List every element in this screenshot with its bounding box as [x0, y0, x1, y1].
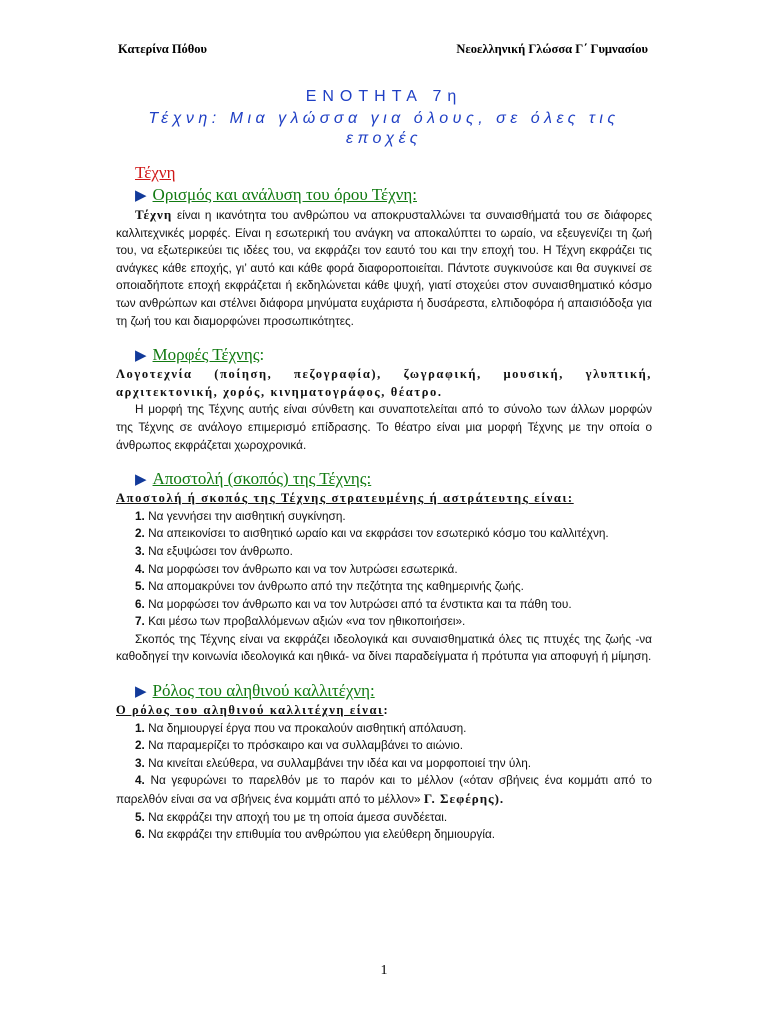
unit-subtitle-line2: εποχές [345, 130, 423, 147]
document-body [116, 162, 652, 844]
list-item: 4. Να γεφυρώνει το παρελθόν με το παρόν και το μέλλον («όταν σβήνεις ένα κομμάτι από το παρελθόν είναι σα να σβήνεις ένα κομμάτι από το μέλλον» Γ. Σεφέρης). [116, 773, 652, 807]
list-item: 2. Να παραμερίζει το πρόσκαιρο και να συλλαμβάνει το αιώνιο. [135, 738, 464, 753]
list-item: 2. Να απεικονίσει το αισθητικό ωραίο και να εκφράσει τον εσωτερικό κόσμο του καλλιτέχνη. [135, 526, 609, 541]
section-role-heading [135, 680, 652, 702]
definition-paragraph [116, 206, 652, 330]
list-item: 3. Να εξυψώσει τον άνθρωπο. [135, 543, 293, 558]
heading-text: Ρόλος του αληθινού καλλιτέχνη: [152, 681, 375, 701]
unit-subtitle-line1: Τέχνη: Μια γλώσσα για όλους, σε όλες τις [148, 110, 620, 127]
mission-subheading: Αποστολή ή σκοπός της Τέχνης στρατευμένης ή αστράτευτης είναι: [116, 491, 574, 506]
list-item: 5. Να απομακρύνει τον άνθρωπο από την πεζότητα της καθημερινής ζωής. [135, 579, 524, 594]
list-item: 6. Να μορφώσει τον άνθρωπο και να τον λυτρώσει από τα ένστικτα και τα πάθη του. [135, 596, 572, 611]
heading-text: Ορισμός και ανάλυση του όρου Τέχνη: [152, 185, 417, 204]
unit-title: ΕΝΟΤΗΤΑ 7η [305, 88, 463, 105]
arrow-right-icon: ▶ [135, 682, 147, 701]
section-mission-heading [135, 468, 652, 490]
page-number: 1 [380, 963, 388, 978]
mission-closing-paragraph: Σκοπός της Τέχνης είναι να εκφράζει ιδεολογικά και συναισθηματικά όλες τις πτυχές της ζωής -να καθοδηγεί την κοινωνία ιδεολογικά και ηθικά- να δίνει παραδείγματα ή πρότυπα για αποφυγή ή μίμηση. [116, 631, 652, 664]
role-list [116, 720, 652, 844]
list-item: 4. Να μορφώσει τον άνθρωπο και να τον λυτρώσει εσωτερικά. [135, 561, 458, 576]
section-forms-heading [135, 344, 652, 366]
term-techni: Τέχνη [135, 207, 173, 222]
list-item: 6. Να εκφράζει την επιθυμία του ανθρώπου για ελεύθερη δημιουργία. [135, 827, 496, 842]
arrow-right-icon: ▶ [135, 470, 147, 489]
heading-colon: : [259, 345, 265, 365]
arrow-right-icon: ▶ [135, 186, 147, 204]
header-author: Κατερίνα Πόθου [118, 42, 208, 56]
section-definition-heading [135, 184, 652, 206]
citation-seferis: Γ. Σεφέρης). [423, 791, 505, 807]
heading-text: Αποστολή (σκοπός) της Τέχνης: [152, 469, 372, 489]
list-item: 5. Να εκφράζει την αποχή του με τη οποία άμεσα συνδέεται. [135, 809, 448, 824]
mission-list [116, 508, 652, 631]
heading-text: Μορφές Τέχνης [152, 345, 260, 365]
forms-paragraph: Η μορφή της Τέχνης αυτής είναι σύνθετη και συναποτελείται από το σύνολο των άλλων μορφών της Τέχνης σε ανάλογο επιμερισμό επίδρασης. Το θέατρο είναι μια μορφή Τέχνης με την οποία ο άνθρωπος εκφράζεται χωροχρονικά. [116, 402, 652, 452]
header-course: Νεοελληνική Γλώσσα Γ΄ Γυμνασίου [456, 42, 648, 56]
forms-list: Λογοτεχνία (ποίηση, πεζογραφία), ζωγραφική, μουσική, γλυπτική, αρχιτεκτονική, χορός, κινηματογράφος, θέατρο. [116, 367, 652, 399]
arrow-right-icon: ▶ [135, 346, 147, 365]
definition-text: είναι η ικανότητα του ανθρώπου να αποκρυσταλλώνει τα συναισθήματά του σε διάφορες καλλιτεχνικές μορφές. Είναι η εσωτερική του ανάγκη να αποκαλύπτει το ωραίο, να εξευγενίζει τη ζωή του, να εξωτερικεύει τις ιδέες του, να εκφράζει τον εαυτό του και την εποχή του. Η Τέχνη εκφράζει τις ανάγκες κάθε εποχής, γι’ αυτό και κάθε φορά διαφοροποιείται. Πάντοτε συγκινούσε και θα συγκινεί σε οποιαδήποτε εποχή εκφράζεται ή εκδηλώνεται κάθε ψυχή, γιατί στοχεύει στον συναισθηματικό κόσμο των ανθρώπων και στέλνει διάφορα μηνύματα ευχάριστα ή δυσάρεστα, ελπιδοφόρα ή απαισιόδοξα για τη ζωή του και διαμορφώνει προσωπικότητες. [116, 208, 652, 328]
list-item: 7. Και μέσω των προβαλλόμενων αξιών «να τον ηθικοποιήσει». [135, 614, 466, 629]
role-subheading: Ο ρόλος του αληθινού καλλιτέχνη είναι: [116, 703, 390, 718]
section-main-title: Τέχνη [135, 163, 176, 182]
list-item: 1. Να δημιουργεί έργα που να προκαλούν αισθητική απόλαυση. [135, 720, 467, 735]
list-item: 3. Να κινείται ελεύθερα, να συλλαμβάνει την ιδέα και να μορφοποιεί την ύλη. [135, 755, 532, 770]
list-item: 1. Να γεννήσει την αισθητική συγκίνηση. [135, 508, 346, 523]
